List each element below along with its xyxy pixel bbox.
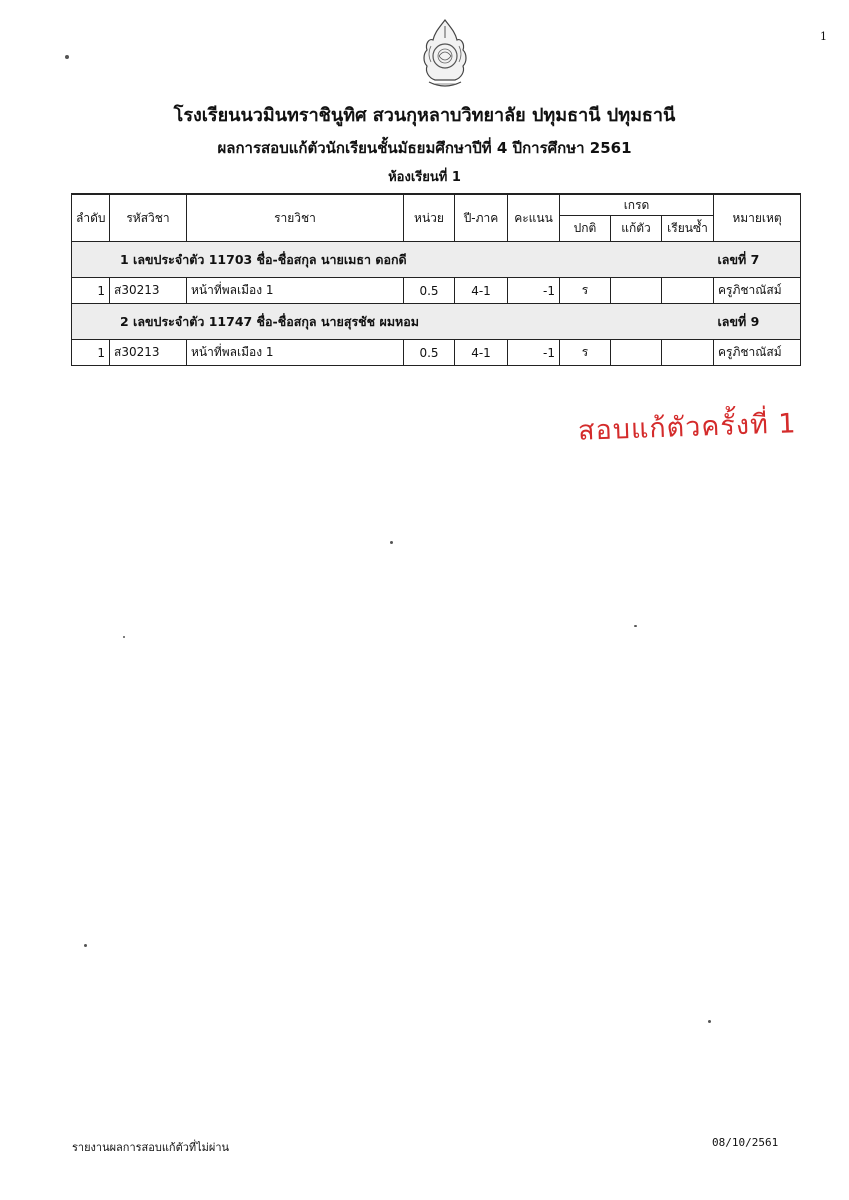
header-credit: หน่วย xyxy=(404,194,455,242)
header-subject: รายวิชา xyxy=(187,194,404,242)
row-term: 4-1 xyxy=(455,278,508,304)
header-grade-group: เกรด xyxy=(560,194,714,216)
row-grade-normal: ร xyxy=(560,340,611,366)
student-header-row xyxy=(72,242,801,278)
student-header-row xyxy=(72,304,801,340)
header-remark: หมายเหตุ xyxy=(714,194,801,242)
row-term: 4-1 xyxy=(455,340,508,366)
classroom-label: ห้องเรียนที่ 1 xyxy=(388,170,461,185)
handwritten-note: สอบแก้ตัวครั้งที่ 1 xyxy=(577,408,798,447)
scan-speck xyxy=(634,625,637,627)
scan-speck xyxy=(708,1020,711,1023)
row-subject: หน้าที่พลเมือง 1 xyxy=(187,340,404,366)
row-remark: ครูภิชาณัสม์ xyxy=(714,278,801,304)
student-seat-number: เลขที่ 7 xyxy=(714,242,801,278)
row-grade-repeat xyxy=(662,340,714,366)
footer-date: 08/10/2561 xyxy=(712,1136,779,1149)
header-score: คะแนน xyxy=(508,194,560,242)
row-grade-retest xyxy=(611,278,662,304)
row-code: ส30213 xyxy=(110,278,187,304)
row-credit: 0.5 xyxy=(404,278,455,304)
grades-table xyxy=(71,193,801,366)
row-credit: 0.5 xyxy=(404,340,455,366)
page-number: 1 xyxy=(820,30,827,43)
row-code: ส30213 xyxy=(110,340,187,366)
header-term: ปี-ภาค xyxy=(455,194,508,242)
row-score: -1 xyxy=(508,340,560,366)
row-no: 1 xyxy=(72,278,110,304)
student-seat-number: เลขที่ 9 xyxy=(714,304,801,340)
footer-report-name: รายงานผลการสอบแก้ตัวที่ไม่ผ่าน xyxy=(72,1141,230,1154)
scan-speck xyxy=(123,636,125,638)
table-row xyxy=(72,278,801,304)
header-grade-normal: ปกติ xyxy=(560,216,611,242)
header-no: ลำดับ xyxy=(72,194,110,242)
row-subject: หน้าที่พลเมือง 1 xyxy=(187,278,404,304)
row-grade-retest xyxy=(611,340,662,366)
header-grade-repeat: เรียนซ้ำ xyxy=(662,216,714,242)
row-remark: ครูภิชาณัสม์ xyxy=(714,340,801,366)
row-no: 1 xyxy=(72,340,110,366)
school-name: โรงเรียนนวมินทราชินูทิศ สวนกุหลาบวิทยาลัย ปทุมธานี ปทุมธานี xyxy=(173,105,676,126)
scan-speck xyxy=(65,55,69,59)
scan-speck xyxy=(390,541,393,544)
scan-speck xyxy=(84,944,87,947)
header-code: รหัสวิชา xyxy=(110,194,187,242)
table-row xyxy=(72,340,801,366)
header-grade-retest: แก้ตัว xyxy=(611,216,662,242)
school-crest-logo xyxy=(419,18,471,90)
row-grade-repeat xyxy=(662,278,714,304)
student-info: 2 เลขประจำตัว 11747 ชื่อ-ชื่อสกุล นายสุรชัช ผมหอม xyxy=(72,304,714,340)
row-grade-normal: ร xyxy=(560,278,611,304)
student-info: 1 เลขประจำตัว 11703 ชื่อ-ชื่อสกุล นายเมธา ดอกดี xyxy=(72,242,714,278)
row-score: -1 xyxy=(508,278,560,304)
report-title: ผลการสอบแก้ตัวนักเรียนชั้นมัธยมศึกษาปีที่ 4 ปีการศึกษา 2561 xyxy=(217,139,632,157)
